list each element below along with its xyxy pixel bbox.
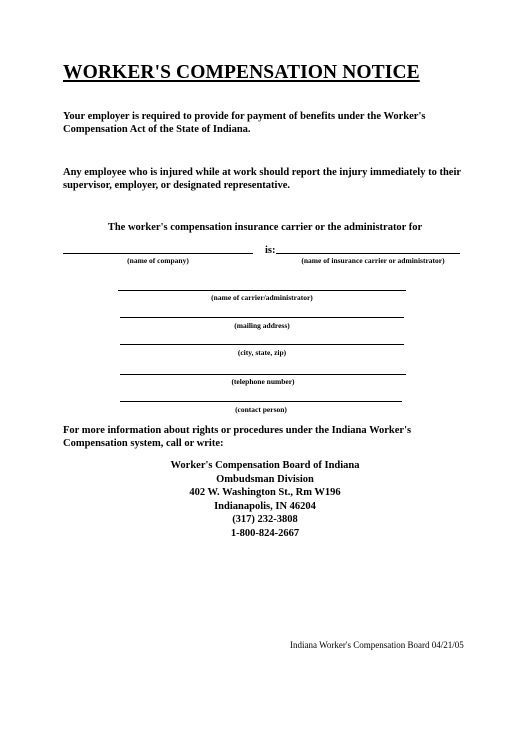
injury-report-paragraph: Any employee who is injured while at work should report the injury immediately to their supervisor, employer, or designated representative. bbox=[63, 167, 461, 191]
city-state-zip-line[interactable] bbox=[120, 344, 404, 345]
address-line: Ombudsman Division bbox=[216, 473, 314, 485]
mailing-address-line[interactable] bbox=[120, 317, 404, 318]
mailing-address-caption: (mailing address) bbox=[234, 321, 290, 330]
footer-note: Indiana Worker's Compensation Board 04/21/05 bbox=[290, 640, 464, 650]
company-name-caption: (name of company) bbox=[127, 256, 189, 265]
carrier-admin-caption: (name of carrier/administrator) bbox=[211, 293, 313, 302]
address-line: Indianapolis, IN 46204 bbox=[214, 500, 316, 512]
company-name-line[interactable] bbox=[63, 253, 253, 254]
insurance-carrier-caption: (name of insurance carrier or administrator) bbox=[301, 256, 445, 265]
carrier-statement: The worker's compensation insurance carrier or the administrator for bbox=[107, 222, 423, 233]
address-line: 402 W. Washington St., Rm W196 bbox=[189, 487, 341, 499]
insurance-carrier-line[interactable] bbox=[276, 253, 460, 254]
telephone-line[interactable] bbox=[120, 374, 406, 375]
city-state-zip-caption: (city, state, zip) bbox=[237, 348, 287, 357]
phone-line: 1-800-824-2667 bbox=[230, 527, 300, 539]
page-title: WORKER'S COMPENSATION NOTICE bbox=[63, 62, 420, 83]
address-line: Worker's Compensation Board of Indiana bbox=[170, 460, 360, 471]
carrier-admin-line[interactable] bbox=[118, 290, 406, 291]
more-info-paragraph: For more information about rights or procedures under the Indiana Worker's Compensation system, call or write: bbox=[63, 425, 412, 449]
contact-person-line[interactable] bbox=[120, 401, 402, 402]
telephone-caption: (telephone number) bbox=[231, 377, 295, 386]
is-label: is: bbox=[265, 245, 276, 256]
employer-requirement-paragraph: Your employer is required to provide for payment of benefits under the Worker's Compensation Act of the State of Indiana. bbox=[63, 111, 426, 135]
contact-person-caption: (contact person) bbox=[235, 405, 287, 414]
board-address-block bbox=[0, 459, 530, 541]
phone-line: (317) 232-3808 bbox=[232, 514, 298, 526]
